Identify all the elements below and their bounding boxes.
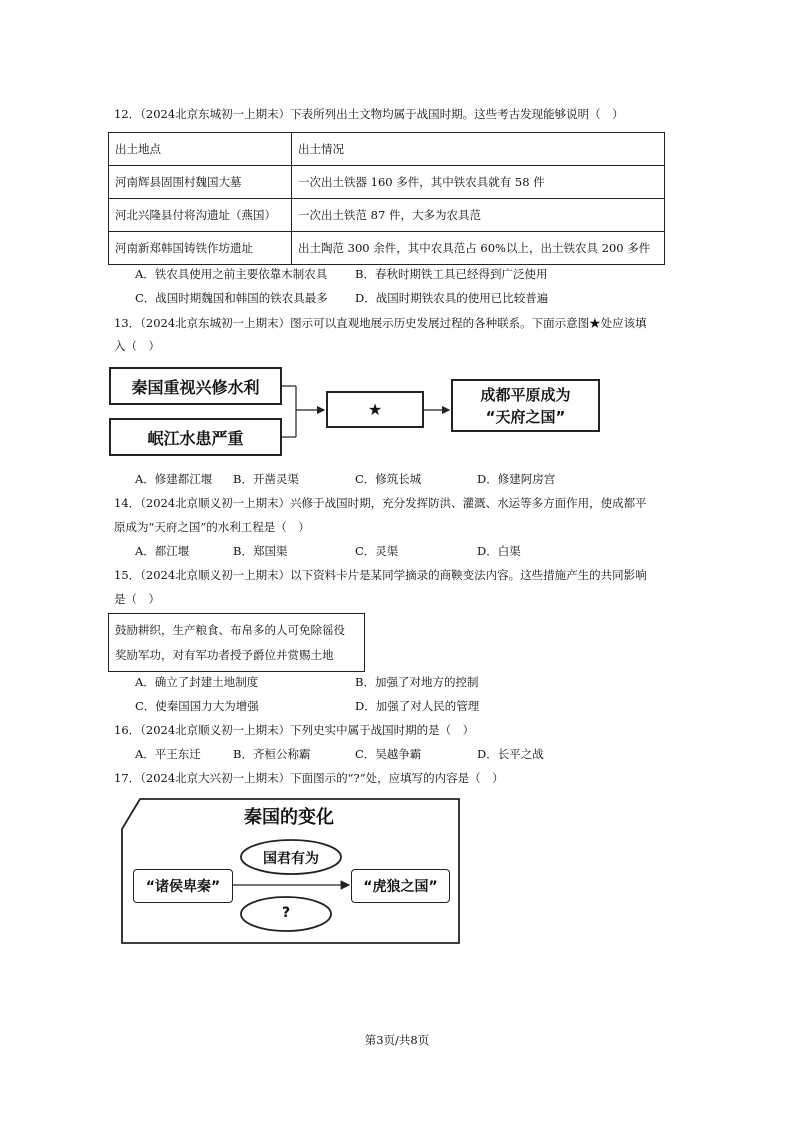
q15-option-a: A．确立了封建土地制度 — [135, 675, 259, 689]
q16-option-c: C．吴越争霸 — [355, 747, 422, 761]
q13-option-b: B．开凿灵渠 — [233, 472, 299, 486]
q15-stem-line1: 15．（2024北京顺义初一上期末）以下资料卡片是某同学摘录的商鞅变法内容。这些措施产生的共同影响 — [114, 568, 647, 582]
q13-result-line2: “天府之国” — [485, 407, 566, 426]
q12-stem: 12．（2024北京东城初一上期末）下表所列出土文物均属于战国时期。这些考古发现能够说明（ ） — [114, 107, 624, 121]
q15-card-line1: 鼓励耕织，生产粮食、布帛多的人可免除徭役 — [115, 623, 345, 637]
table-cell: 河南新郑韩国铸铁作坊遗址 — [109, 232, 292, 265]
q14-option-d: D．白渠 — [477, 544, 521, 558]
q15-option-d: D．加强了对人民的管理 — [355, 699, 480, 713]
q16-option-b: B．齐桓公称霸 — [233, 747, 311, 761]
q15-stem-line2: 是（ ） — [114, 592, 160, 606]
q17-box-right: “虎狼之国” — [351, 869, 450, 903]
q13-option-c: C．修筑长城 — [355, 472, 422, 486]
q13-stem-line2: 入（ ） — [114, 339, 160, 353]
q13-box-minjiang-flood: 岷江水患严重 — [109, 418, 282, 456]
q13-stem-line1: 13．（2024北京东城初一上期末）图示可以直观地展示历史发展过程的各种联系。下面示意图★处应该填 — [114, 316, 647, 330]
q14-stem-line2: 原成为“天府之国”的水利工程是（ ） — [114, 520, 310, 534]
q16-stem: 16．（2024北京顺义初一上期末）下列史实中属于战国时期的是（ ） — [114, 723, 475, 737]
table-cell: 河北兴隆县付将沟遗址（燕国） — [109, 199, 292, 232]
q17-box-left: “诸侯卑秦” — [133, 869, 233, 903]
q17-oval-top: 国君有为 — [263, 851, 319, 867]
q12-option-d: D．战国时期铁农具的使用已比较普遍 — [355, 291, 549, 305]
q13-box-water-conservancy: 秦国重视兴修水利 — [109, 367, 282, 405]
q14-option-c: C．灵渠 — [355, 544, 399, 558]
q14-option-b: B．郑国渠 — [233, 544, 288, 558]
q13-star-box: ★ — [326, 391, 424, 428]
table-cell: 出土陶范 300 余件，其中农具范占 60%以上，出土铁农具 200 多件 — [292, 232, 665, 265]
table-cell: 一次出土铁器 160 多件，其中铁农具就有 58 件 — [292, 166, 665, 199]
q17-stem: 17．（2024北京大兴初一上期末）下面图示的“?”处，应填写的内容是（ ） — [114, 771, 504, 785]
q16-option-a: A．平王东迁 — [135, 747, 201, 761]
q15-option-c: C．使秦国国力大为增强 — [135, 699, 259, 713]
table-cell: 河南辉县固围村魏国大墓 — [109, 166, 292, 199]
table-header-cell: 出土情况 — [292, 133, 665, 166]
q17-diagram-title: 秦国的变化 — [244, 807, 334, 828]
q14-option-a: A．都江堰 — [135, 544, 190, 558]
q14-stem-line1: 14．（2024北京顺义初一上期末）兴修于战国时期，充分发挥防洪、灌溉、水运等多方面作用，使成都平 — [114, 496, 647, 510]
q12-option-c: C．战国时期魏国和韩国的铁农具最多 — [135, 291, 328, 305]
table-header-cell: 出土地点 — [109, 133, 292, 166]
q13-option-a: A．修建都江堰 — [135, 472, 213, 486]
q15-option-b: B．加强了对地方的控制 — [355, 675, 479, 689]
q12-option-a: A．铁农具使用之前主要依靠木制农具 — [135, 267, 328, 281]
q15-card-line2: 奖励军功，对有军功者授予爵位并赏赐土地 — [115, 648, 334, 662]
table-cell: 一次出土铁范 87 件，大多为农具范 — [292, 199, 665, 232]
q13-option-d: D．修建阿房宫 — [477, 472, 556, 486]
page-footer: 第3页/共8页 — [364, 1033, 430, 1047]
q12-option-b: B．春秋时期铁工具已经得到广泛使用 — [355, 267, 548, 281]
q13-result-line1: 成都平原成为 — [480, 385, 571, 404]
q17-oval-bottom: ? — [281, 905, 291, 921]
q16-option-d: D．长平之战 — [477, 747, 544, 761]
